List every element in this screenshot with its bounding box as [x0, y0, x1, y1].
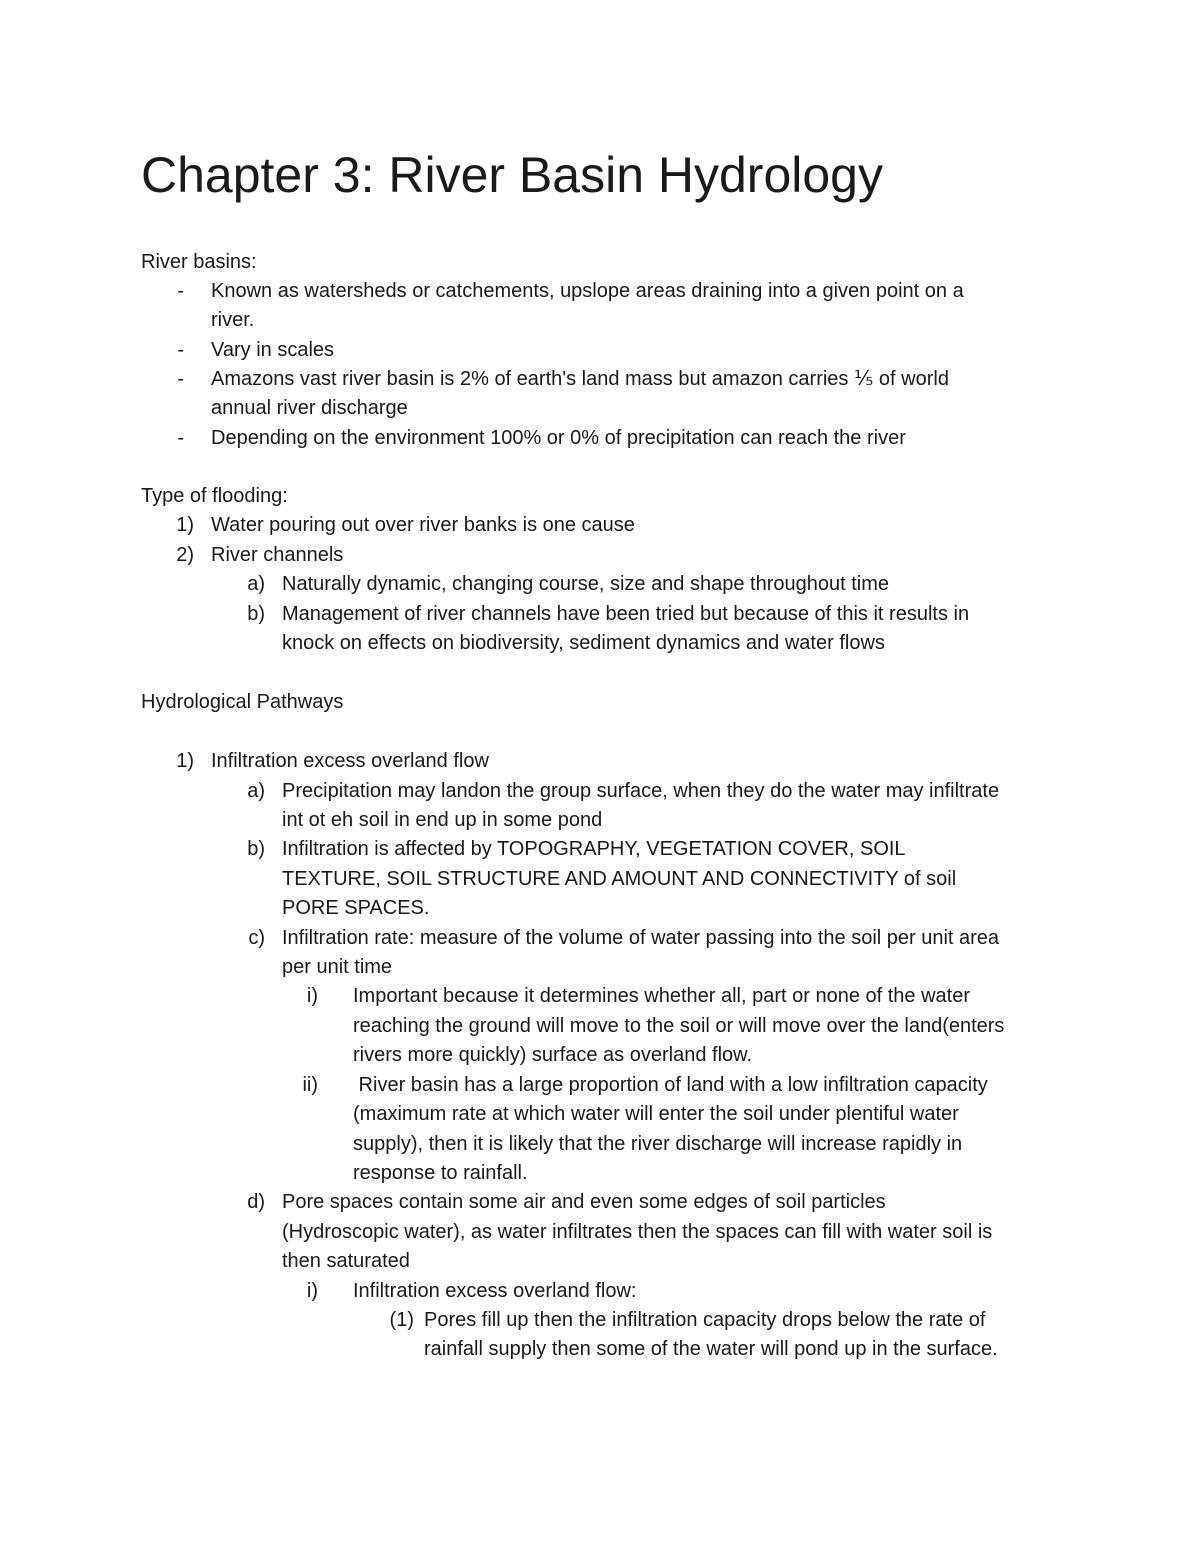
list-item-continuation: per unit time — [282, 956, 393, 978]
list-item-continuation: rainfall supply then some of the water will pond up in the surface. — [424, 1338, 998, 1360]
list-number: 1) — [176, 514, 194, 536]
list-item-continuation: reaching the ground will move to the soil or will move over the land(enters — [353, 1015, 1005, 1037]
page-title: Chapter 3: River Basin Hydrology — [141, 147, 883, 203]
bullet-marker: - — [177, 280, 184, 302]
list-letter: b) — [247, 838, 265, 860]
list-letter: c) — [248, 927, 265, 949]
list-item-continuation: TEXTURE, SOIL STRUCTURE AND AMOUNT AND CONNECTIVITY of soil — [282, 868, 957, 890]
list-item-text: Pores fill up then the infiltration capacity drops below the rate of — [424, 1309, 986, 1331]
list-letter: d) — [247, 1191, 265, 1213]
list-item-text: Infiltration rate: measure of the volume of water passing into the soil per unit area — [282, 927, 1000, 949]
list-item-continuation: response to rainfall. — [353, 1162, 528, 1184]
list-item-text: Management of river channels have been tried but because of this it results in — [282, 603, 970, 625]
bullet-marker: - — [177, 368, 184, 390]
section-heading-river-basins: River basins: — [141, 251, 257, 273]
list-item-text: Infiltration is affected by TOPOGRAPHY, VEGETATION COVER, SOIL — [282, 838, 906, 860]
list-item-text: River basin has a large proportion of land with a low infiltration capacity — [353, 1074, 988, 1096]
list-item-text: Infiltration excess overland flow: — [353, 1280, 637, 1302]
list-item-text: Naturally dynamic, changing course, size and shape throughout time — [282, 573, 890, 595]
list-number: 1) — [176, 750, 194, 772]
list-item-continuation: then saturated — [282, 1250, 410, 1272]
section-heading-flooding: Type of flooding: — [141, 485, 288, 507]
list-item-text: Depending on the environment 100% or 0% of precipitation can reach the river — [211, 427, 906, 449]
list-item-continuation: int ot eh soil in end up in some pond — [282, 809, 603, 831]
list-item-text: River channels — [211, 544, 344, 566]
list-item-text: Precipitation may landon the group surface, when they do the water may infiltrate — [282, 780, 1000, 802]
list-item-text: Important because it determines whether all, part or none of the water — [353, 985, 971, 1007]
list-item-continuation: knock on effects on biodiversity, sediment dynamics and water flows — [282, 632, 885, 654]
list-parenthetical-number: (1) — [389, 1309, 414, 1331]
list-item-continuation: (Hydroscopic water), as water infiltrates then the spaces can fill with water soil is — [282, 1221, 993, 1243]
list-item-text: Amazons vast river basin is 2% of earth's land mass but amazon carries ⅕ of world — [211, 368, 949, 390]
bullet-marker: - — [177, 427, 184, 449]
list-item-continuation: supply), then it is likely that the river discharge will increase rapidly in — [353, 1133, 963, 1155]
section-heading-pathways: Hydrological Pathways — [141, 691, 344, 713]
list-item-continuation: (maximum rate at which water will enter the soil under plentiful water — [353, 1103, 959, 1125]
bullet-marker: - — [177, 339, 184, 361]
list-number: 2) — [176, 544, 194, 566]
list-letter: b) — [247, 603, 265, 625]
list-letter: a) — [247, 780, 265, 802]
list-item-text: Known as watersheds or catchements, upslope areas draining into a given point on a — [211, 280, 964, 302]
list-roman: i) — [306, 1280, 318, 1302]
list-item-text: Infiltration excess overland flow — [211, 750, 489, 772]
list-item-text: Pore spaces contain some air and even some edges of soil particles — [282, 1191, 886, 1213]
list-item-continuation: rivers more quickly) surface as overland flow. — [353, 1044, 753, 1066]
list-roman: ii) — [302, 1074, 318, 1096]
list-letter: a) — [247, 573, 265, 595]
list-item-continuation: PORE SPACES. — [282, 897, 430, 919]
list-item-continuation: river. — [211, 309, 255, 331]
list-roman: i) — [306, 985, 318, 1007]
list-item-text: Vary in scales — [211, 339, 335, 361]
list-item-text: Water pouring out over river banks is one cause — [211, 514, 635, 536]
list-item-continuation: annual river discharge — [211, 397, 408, 419]
